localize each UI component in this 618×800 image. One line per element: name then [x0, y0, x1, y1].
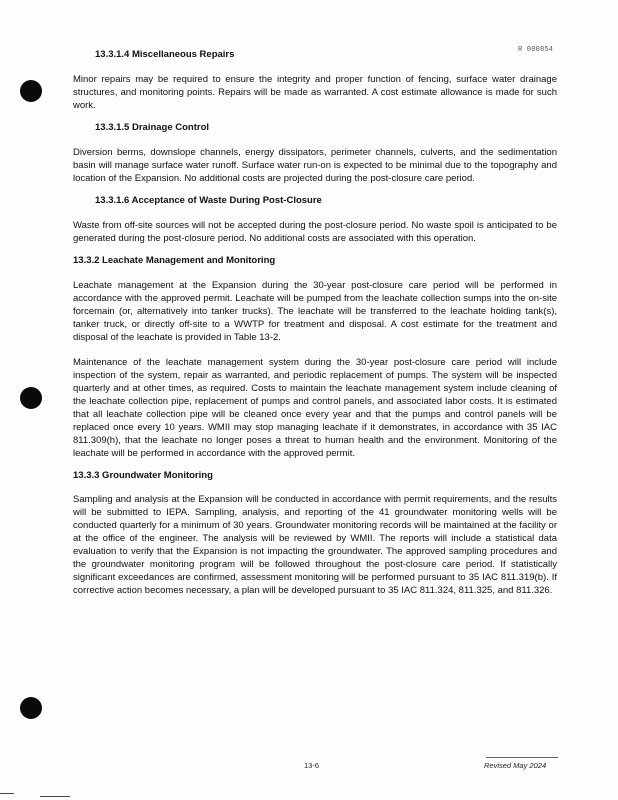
- punch-hole-middle: [20, 387, 42, 409]
- para-groundwater-monitoring: Sampling and analysis at the Expansion will be conducted in accordance with permit requirements, and the results will be submitted to IEPA. Sampling, analysis, and reporting of the 41 groundwater monitoring wells will be conducted quarterly for a minimum of 30 years. Groundwater monitoring records will be maintained at the facility or at the office of the engineer. The analysis will be reviewed by WMII. The reports will include a statistical data evaluation to verify that the Expansion is not impacting the groundwater. The approved sampling procedures and the groundwater monitoring program will be followed throughout the post-closure care period. If statistically significant exceedances are confirmed, assessment monitoring will be performed pursuant to 35 IAC 811.319(b). If corrective action becomes necessary, a plan will be developed pursuant to 35 IAC 811.324, 811.325, and 811.326.: [73, 494, 557, 596]
- punch-hole-top: [20, 80, 42, 102]
- page-content: [73, 48, 557, 597]
- para-drainage-control: Diversion berms, downslope channels, energy dissipators, perimeter channels, culverts, and the sedimentation basin will manage surface water runoff. Surface water run-on is expected to be minimal due to the topography and location of the Expansion. No additional costs are projected during the post-closure care period.: [73, 147, 557, 184]
- para-waste-acceptance: Waste from off-site sources will not be accepted during the post-closure period. No waste spoil is anticipated to be generated during the post-closure period. No additional costs are associated with this operation.: [73, 220, 557, 244]
- revision-date: Revised May 2024: [484, 761, 547, 770]
- footer-rule: [486, 757, 558, 758]
- scan-edge-mark-left: [0, 793, 14, 794]
- para-leachate-management-2: Maintenance of the leachate management system during the 30-year post-closure care period will include inspection of the system, repair as warranted, and periodic replacement of pumps. The system will be inspected quarterly and at other times, as required. Costs to maintain the leachate management system include cleaning of the leachate collection pipe, replacement of pumps and control panels, and associated labor costs. It is estimated that all leachate collection pipe will be cleaned once every year and that the pumps and control panels will be replaced once every 10 years. WMII may stop managing leachate if it demonstrates, in accordance with 35 IAC 811.309(h), that the leachate no longer poses a threat to human health and the environment. Monitoring of the leachate will be performed in accordance with the approved permit.: [73, 357, 557, 459]
- heading-misc-repairs: 13.3.1.4 Miscellaneous Repairs: [95, 49, 235, 60]
- page-number: 13-6: [304, 761, 320, 770]
- heading-drainage-control: 13.3.1.5 Drainage Control: [95, 122, 210, 133]
- para-leachate-management-1: Leachate management at the Expansion during the 30-year post-closure care period will be performed in accordance with the approved permit. Leachate will be pumped from the leachate collection sumps into the on-site forcemain (or, alternatively into tanker trucks). The leachate will be transferred to the leachate holding tank(s), tanker truck, or directly off-site to a WWTP for treatment and disposal. A cost estimate for the treatment and disposal of the leachate is provided in Table 13-2.: [73, 280, 557, 343]
- heading-waste-acceptance: 13.3.1.6 Acceptance of Waste During Post-Closure: [95, 195, 322, 206]
- scan-edge-mark-bottom: [40, 796, 70, 797]
- punch-hole-bottom: [20, 697, 42, 719]
- bates-number: R 000854: [518, 46, 554, 54]
- heading-groundwater-monitoring: 13.3.3 Groundwater Monitoring: [73, 470, 213, 481]
- para-misc-repairs: Minor repairs may be required to ensure the integrity and proper function of fencing, surface water drainage structures, and monitoring points. Repairs will be made as warranted. A cost estimate allowance is made for such work.: [73, 74, 557, 111]
- heading-leachate-management: 13.3.2 Leachate Management and Monitoring: [73, 255, 276, 266]
